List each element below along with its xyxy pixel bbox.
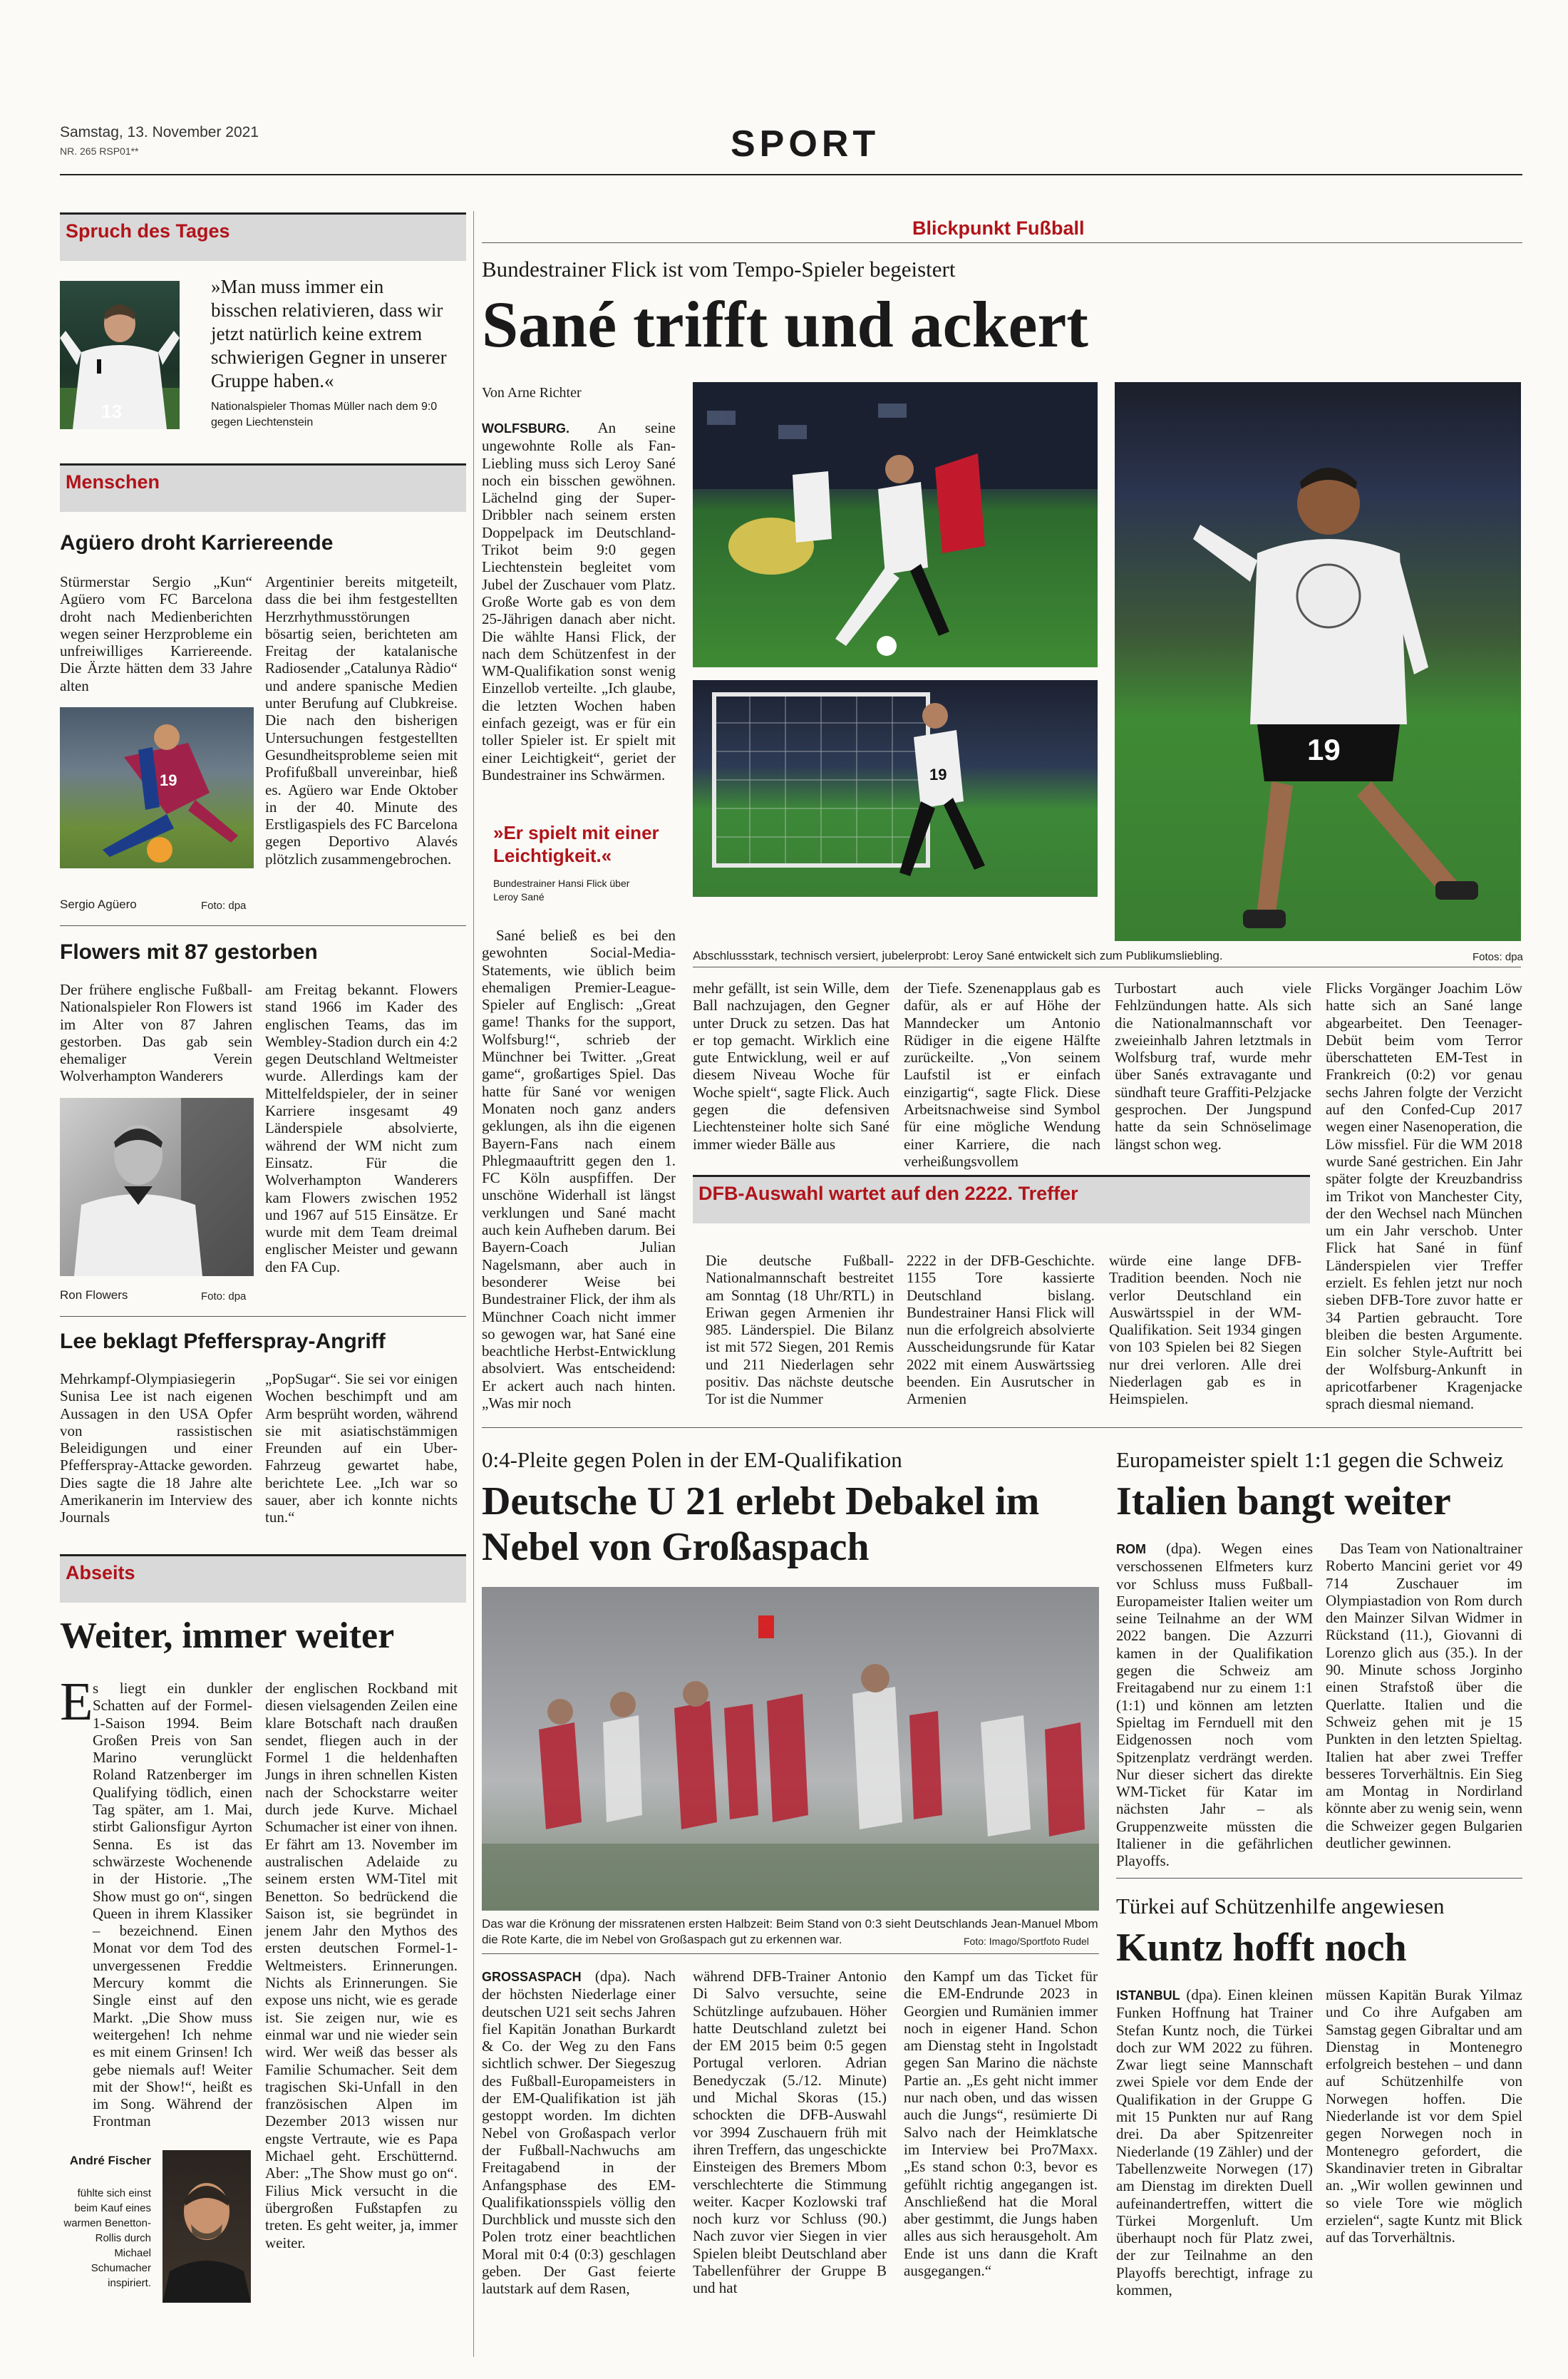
tuerkei-col1-text: (dpa). Einen kleinen Funken Hoffnung hat Trainer Stefan Kuntz noch, die Türkei doch zur WM 2022 zu führen. Zwar liegt seine Mannschaft zwei Spiele vor dem Ende der Qualifikation in der Gruppe G mit 15 Punkten nur auf Rang drei. Da aber Spitzenreiter Niederlande (19 Zähler) und der Tabellenzweite Norwegen (17) am Dienstag im direkten Duell aufeinandertreffen, wittert die Türkei Morgenluft. Um überhaupt noch für Platz zwei, der zur Teilnahme an den Playoffs berechtigt, infrage zu kommen, xyxy=(1116,1986,1313,2299)
lee-col1 xyxy=(60,1370,252,1533)
sane-pullquote-source: Bundestrainer Hansi Flick über Leroy Sané xyxy=(493,878,630,903)
rule-u21-photo xyxy=(482,1953,1099,1954)
sane-col1-text: Sané beließ es bei den gewohnten Social-Media-Statements, wie üblich beim ehemaligen Premier-League-Spieler auf Englisch: „Great game! Thanks for the support, Wolfsburg!“, schrieb der Münchner bei Twitter. „Great game“, großartiges Spiel. Das hatte für Sané vor wenigen Monaten noch ganz anders geklungen, als ihn die eigenen Bayern-Fans nach einem Phlegmaauftritt gegen den 1. FC Köln auspfiffen. Der unschöne Widerhall ist längst verklungen und Sané macht auch kein Aufheben darum. Bei Bayern-Coach Julian Nagelsmann, aber auch in besonderer Weise bei Bundestrainer Flick, der ihm als Münchner Coach nicht immer so gewogen war, hat Sané eine beachtliche Herbst-Entwicklung absolviert. Was entscheidend: Er ackert auch nach hinten. „Was mir noch xyxy=(482,927,676,1412)
sane-caption: Abschlussstark, technisch versiert, jubelerprobt: Leroy Sané entwickelt sich zum Publikumsliebling. xyxy=(693,949,1223,962)
dfb-col3 xyxy=(1109,1252,1301,1414)
lee-col2 xyxy=(265,1370,458,1533)
sane-title: Sané trifft und ackert xyxy=(482,288,1088,361)
spruch-label: Spruch des Tages xyxy=(60,212,466,261)
dfb-col3-text: würde eine lange DFB-Tradition beenden. Noch nie verlor Deutschland ein Auswärtsspiel in der WM-Qualifikation. Seit 1934 gingen von 103 Spielen bei 82 Siegen nur drei verloren. Alle drei Niederlagen gab es in Heimspielen. xyxy=(1109,1252,1301,1408)
mueller-photo xyxy=(60,281,180,429)
tuerkei-col1 xyxy=(1116,1986,1313,2348)
italien-col1-text: (dpa). Wegen eines verschossenen Elfmeters kurz vor Schluss muss Fußball-Europameister Italien weiter um seine Teilnahme an der WM 2022 bangen. Die Azzurri kamen in der Qualifikation gegen die Schweiz am Freitagabend nur zu einem 1:1 (1:1) und können am letzten Spieltag im Fernduell mit den Eidgenossen noch vom Spitzenplatz verdrängt werden. Nur dieser sichert das direkte WM-Ticket für Katar im nächsten Jahr – als Gruppenzweite müssten die Italiener in die gefährlichen Playoffs. xyxy=(1116,1540,1314,1870)
spruch-quote: »Man muss immer ein bisschen relativieren, dass wir jetzt natürlich keine extrem schwierigen Gegner in unserer Gruppe haben.« xyxy=(211,276,447,391)
spruch-source: Nationalspieler Thomas Müller nach dem 9:0 gegen Liechtenstein xyxy=(211,401,438,428)
u21-col1-text: (dpa). Nach der höchsten Niederlage einer deutschen U21 seit sechs Jahren fiel Kapitän Jonathan Burkardt & Co. der Weg zu den Fans sichtlich schwer. Der Siegeszug des Fußball-Europameisters in der EM-Qualifikation ist jäh gestoppt worden. Im dichten Nebel von Großaspach verlor der Fußball-Nachwuchs am Freitagabend in der Anfangsphase des EM-Qualifikationsspiels völlig den Durchblick und musste sich den Polen trotz einer beachtlichen Moral mit 0:4 (0:3) geschlagen geben. Der Gast feierte lautstark auf dem Rasen, xyxy=(482,1968,676,2298)
tuerkei-col2-text: müssen Kapitän Burak Yilmaz und Co ihre Aufgaben am Samstag gegen Gibraltar und am Dienstag in Montenegro erfolgreich bestehen – und dann auf Schützenhilfe von Norwegen hoffen. Die Niederlande ist vor dem Spiel gegen Norwegen noch in Montenegro gefordert, die Skandinavier treten in Gibraltar an. „Wir wollen gewinnen und so viele Tore wie möglich erzielen“, sagte Kuntz mit Blick auf das Torverhältnis. xyxy=(1326,1986,1522,2246)
lee-col2-text: „PopSugar“. Sie sei vor einigen Wochen beschimpft und am Arm besprüht worden, während sie mit asiatischstämmigen Freunden auf ein Uber-Fahrzeug gewartet habe, berichtete Lee. „Ich war so sauer, aber ich konnte nichts tun.“ xyxy=(265,1370,458,1526)
left-column-divider xyxy=(473,211,474,2357)
sane-col3 xyxy=(904,980,1100,1170)
sane-dateline: WOLFSBURG. xyxy=(482,421,569,436)
tuerkei-col2 xyxy=(1326,1986,1522,2348)
u21-title: Deutsche U 21 erlebt Debakel im Nebel von Großaspach xyxy=(482,1479,1040,1569)
sane-col2-text: mehr gefällt, ist sein Wille, dem Ball nachzujagen, den Gegner unter Druck zu setzen. Das hat er top gemacht. Wirklich eine gute Entwicklung, weil er auf diesem Niveau Woche für Woche spielt“, sagte Flick. Auch gegen die defensiven Liechtensteiner holte sich Sané immer wieder Bälle aus xyxy=(693,980,889,1153)
header-issue: NR. 265 RSP01** xyxy=(60,145,139,157)
dfb-col1-text: Die deutsche Fußball-Nationalmannschaft bestreitet am Sonntag (18 Uhr/RTL) in Eriwan gegen Armenien ihr 985. Länderspiel. Die Bilanz ist mit 572 Siegen, 201 Remis und 211 Niederlagen sehr positiv. Das nächste deutsche Tor ist die Nummer xyxy=(706,1252,894,1408)
sane-col5-text: Flicks Vorgänger Joachim Löw hatte sich an Sané lange abgearbeitet. Den Teenager-Debüt beim vom Terror überschatteten EM-Test in Frankreich (0:2) vor genau sechs Jahren folgte der Verzicht auf den Confed-Cup 2017 wegen einer Nasenoperation, die Löw missfiel. Für die WM 2018 wurde Sané gestrichen. Ein Jahr später folgte der Kreuzbandriss im Trikot von Manchester City, der den Wechsel nach München um ein Jahr verschob. Unter Flick hat Sané in fünf Länderspielen vier Treffer erzielt. Es fehlen jetzt nur noch sieben DFB-Tore zuvor hatte er 34 Partien gebraucht. Tore bleiben die besten Argumente. Ein solcher Style-Auftritt bei der Wolfsburg-Ankunft in apricotfarbener Kragenjacke sprach diesmal niemand. xyxy=(1326,980,1522,1413)
section-title: SPORT xyxy=(731,123,880,165)
flowers-col2 xyxy=(265,981,458,1306)
sane-jersey-big: 19 xyxy=(1307,733,1341,766)
dfb-col2 xyxy=(907,1252,1095,1414)
u21-caption: Das war die Krönung der missratenen ersten Halbzeit: Beim Stand von 0:3 sieht Deutschlands Jean-Manuel Mbom die Rote Karte, die im Nebel von Großaspach gut zu erkennen war. xyxy=(482,1917,1098,1946)
sane-jersey-small: 19 xyxy=(929,766,947,783)
sane-col4 xyxy=(1115,980,1311,1151)
menschen-label: Menschen xyxy=(60,463,466,512)
flowers-col1-text: Der frühere englische Fußball-Nationalspieler Ron Flowers ist im Alter von 87 Jahren gestorben. Das gab sein ehemaliger Verein Wolverhampton Wanderers xyxy=(60,981,252,1085)
italien-col2 xyxy=(1326,1540,1522,1868)
flowers-col2-text: am Freitag bekannt. Flowers stand 1966 im Kader des englischen Teams, das im Wembley-Stadion durch ein 4:2 gegen Deutschland Weltmeister wurde. Allerdings kam der Mittelfeldspieler, der in seiner Karriere insgesamt 49 Länderspiele absolvierte, während der WM nicht zum Einsatz. Für die Wolverhampton Wanderers kam Flowers zwischen 1952 und 1967 auf 515 Einsätze. Er wurde mit dem Team dreimal englischer Meister und gewann den FA Cup. xyxy=(265,981,458,1275)
abseits-label: Abseits xyxy=(60,1554,466,1603)
aguero-col1 xyxy=(60,573,252,703)
lee-title: Lee beklagt Pfefferspray-Angriff xyxy=(60,1330,386,1353)
tuerkei-title: Kuntz hofft noch xyxy=(1116,1926,1407,1970)
u21-col1 xyxy=(482,1968,676,2347)
u21-col2 xyxy=(693,1968,887,2347)
sane-photo-bottom xyxy=(693,680,1098,897)
dfb-box-title: DFB-Auswahl wartet auf den 2222. Treffer xyxy=(693,1175,1310,1223)
abseits-author: André Fischer xyxy=(69,2154,151,2167)
dfb-col2-text: 2222 in der DFB-Geschichte. 1155 Tore kassierte Deutschland bislang. Bundestrainer Hansi Flick will nun die erfolgreich absolvierte Ausscheidungsrunde für Katar 2022 mit einem Auswärtssieg beenden. Ein Ausrutscher in Armenien xyxy=(907,1252,1095,1408)
abseits-col2 xyxy=(265,1680,458,2353)
abseits-col1-text: s liegt ein dunkler Schatten auf der Formel-1-Saison 1994. Beim Großen Preis von San Marino verunglückt Roland Ratzenberger im Qualifying tödlich, einen Tag später, am 1. Mai, stirbt Galionsfigur Ayrton Senna. Es ist das schwärzeste Wochenende in der Historie. „The Show must go on“, singen Queen in ihrem Klassiker – bezeichnend. Einen Monat vor dem Tod des unvergessenen Freddie Mercury kommt die Single einst auf den Markt. „Die Show muss weitergehen! Ich nehme es mit einem Grinsen! Ich gebe niemals auf! Weiter mit der Show!“, heißt es im Song. Während der Frontman xyxy=(93,1680,252,2130)
sane-col5 xyxy=(1326,980,1522,1416)
u21-kicker: 0:4-Pleite gegen Polen in der EM-Qualifikation xyxy=(482,1447,902,1472)
sane-pullquote: »Er spielt mit einer Leichtigkeit.« xyxy=(493,822,659,866)
italien-kicker: Europameister spielt 1:1 gegen die Schweiz xyxy=(1116,1447,1504,1472)
sane-byline: Von Arne Richter xyxy=(482,385,582,401)
u21-col3-text: den Kampf um das Ticket für die EM-Endrunde 2023 in Georgien und Rumänien immer noch in eigener Hand. Schon am Dienstag steht in Ingolstadt gegen San Marino die nächste Partie an. „Es geht nicht immer nur nach oben, und das wissen auch die Jungs“, resümierte Di Salvo nach der Heimklatsche im Interview bei Pro7Maxx. „Es stand schon 0:3, bevor es gefühlt richtig angegangen ist. Anschließend hat die Moral aber gestimmt, die Jungs haben alles aus sich herausgeholt. Am Ende ist uns dann die Kraft ausgegangen.“ xyxy=(904,1968,1098,2280)
tuerkei-dateline: ISTANBUL xyxy=(1116,1988,1180,2003)
u21-photo xyxy=(482,1587,1099,1911)
sane-col3-text: der Tiefe. Szenenapplaus gab es dafür, als er auf Höhe der Manndecker um Antonio Rüdiger in die eigene Hälfte zurückeilte. „Von seinem Laufstil ist er einfach einzigartig“, sagte Flick. Diese Arbeitsnachweise sind Symbol für eine mögliche Wendung einer Karriere, die nach verheißungsvollem xyxy=(904,980,1100,1170)
flowers-credit: Foto: dpa xyxy=(201,1290,247,1302)
sane-photo-main xyxy=(1115,382,1521,941)
aguero-caption: Sergio Agüero xyxy=(60,898,137,911)
sane-photo-top xyxy=(693,382,1098,667)
abseits-col2-text: der englischen Rockband mit diesen vielsagenden Zeilen eine klare Botschaft nach draußen sendet, fliegen auch in der Formel 1 die heldenhaften Jungs in ihren schnellen Kisten nach der Schockstarre weiter durch jede Kurve. Michael Schumacher ist einer von ihnen. Er fährt am 13. November im australischen Adelaide zu seinem ersten WM-Titel mit Benetton. So bedrückend die Saison ist, sie begründet in jenem Jahr den Mythos des ersten deutschen Formel-1-Weltmeisters. Erinnerungen. Nichts als Erinnerungen. Sie expose uns nicht, wie es gerade ist. Sie zeigen nur, wie es einmal war und nie wieder sein wird. Wer weiß das besser als Familie Schumacher. Seit dem tragischen Ski-Unfall in den französischen Alpen im Dezember 2013 wissen nur engste Vertraute, wie es Papa Michael geht. Erschütternd. Aber: „The Show must go on“. Filius Mick versucht in die übergroßen Fußstapfen zu treten. Es geht weiter, ja, immer weiter. xyxy=(265,1680,458,2251)
rule-flowers xyxy=(60,1316,466,1317)
rule-blickpunkt xyxy=(482,242,1522,243)
sane-lead-text: An seine ungewohnte Rolle als Fan-Liebling muss sich Leroy Sané noch ein bisschen gewöhnen. Lächelnd ging der Super-Dribbler nach seinem ersten Doppelpack im Deutschland-Trikot beim 9:0 gegen Liechtenstein begleitet vom Jubel der Zuschauer vom Platz. Große Worte gab es von dem 25-Jährigen danach aber nicht. Die wählte Hansi Flick, der nach dem Schützenfest in der WM-Qualifikation sonst wenig Einzellob verteilte. „Ich glaube, die letzten Wochen haben einfach gezeigt, was er für ein toller Spieler ist. Er spielt mit einer Leichtigkeit“, geriet der Bundestrainer ins Schwärmen. xyxy=(482,419,676,783)
aguero-col2-text: Argentinier bereits mitgeteilt, dass die bei ihm festgestellten Herzrhythmusstörungen bösartig seien, berichteten am Freitag der katalanische Radiosender „Catalunya Ràdio“ und andere spanische Medien unter Berufung auf Clubkreise. Die nach den bisherigen Untersuchungen festgestellten Gesundheitsprobleme seien mit Profifußball unvereinbar, hieß es. Agüero war Ende Oktober in der 40. Minute des Erstligaspiels des FC Barcelona gegen Deportivo Alavés plötzlich zusammengebrochen. xyxy=(265,573,458,868)
sane-lead xyxy=(482,419,676,818)
sane-credit: Fotos: dpa xyxy=(1472,951,1523,963)
italien-title: Italien bangt weiter xyxy=(1116,1479,1451,1524)
sane-col1 xyxy=(482,927,676,1414)
mueller-jersey: 13 xyxy=(101,401,122,422)
fischer-photo xyxy=(163,2150,251,2303)
italien-col1 xyxy=(1116,1540,1313,1868)
rule-italien xyxy=(1116,1878,1522,1879)
dfb-col1 xyxy=(706,1252,894,1414)
u21-col3 xyxy=(904,1968,1098,2347)
rule-dfb xyxy=(482,1427,1522,1428)
abseits-dropcap: E xyxy=(60,1672,93,1732)
aguero-title: Agüero droht Karriereende xyxy=(60,531,334,555)
abseits-title: Weiter, immer weiter xyxy=(60,1615,395,1656)
flowers-col1 xyxy=(60,981,252,1088)
aguero-col1-text: Stürmerstar Sergio „Kun“ Agüero vom FC Barcelona droht nach Medienberichten wegen seiner Herzprobleme ein unfreiwilliges Karriereende. Die Ärzte hätten dem 33 Jahre alten xyxy=(60,573,252,694)
sane-col2 xyxy=(693,980,889,1151)
aguero-col2 xyxy=(265,573,458,915)
sane-col4-text: Turbostart auch viele Fehlzündungen hatte. Als sich die Nationalmannschaft vor zweieinhalb Jahren letztmals in Wolfsburg traf, wurde mehr über Sanés extravagante und sündhaft teure Graffiti-Pelzjacke gesprochen. Der Jungspund hatte da sein Schnöselimage längst schon weg. xyxy=(1115,980,1311,1153)
flowers-caption: Ron Flowers xyxy=(60,1288,128,1302)
u21-dateline: GROSSASPACH xyxy=(482,1970,582,1984)
aguero-photo xyxy=(60,707,254,868)
flowers-photo xyxy=(60,1098,254,1276)
header-rule xyxy=(60,174,1522,175)
abseits-col1 xyxy=(60,1680,252,2136)
italien-col2-text: Das Team von Nationaltrainer Roberto Mancini geriet vor 49 714 Zuschauer im Olympiastadion von Rom durch den Mainzer Silvan Widmer in Rückstand (11.), Giovanni di Lorenzo glich aus (35.). In der 90. Minute schoss Jorginho einen Strafstoß über die Querlatte. Italien und die Schweiz gehen mit je 15 Punkten in den letzten Spieltag. Italien hat aber zwei Treffer besseres Torverhältnis. Ein Sieg am Montag in Nordirland könnte aber zu wenig sein, wenn die Schweizer gegen Bulgarien deutlicher gewinnen. xyxy=(1326,1540,1522,1852)
italien-dateline: ROM xyxy=(1116,1542,1146,1556)
u21-credit: Foto: Imago/Sportfoto Rudel xyxy=(964,1936,1089,1947)
blickpunkt-label: Blickpunkt Fußball xyxy=(912,217,1085,239)
aguero-jersey: 19 xyxy=(160,771,177,789)
lee-col1-text: Mehrkampf-Olympiasiegerin Sunisa Lee ist nach eigenen Aussagen in den USA Opfer von rassistischen Beleidigungen und einer Pfefferspray-Attacke geworden. Dies sagte die 18 Jahre alte Amerikanerin im Interview des Journals xyxy=(60,1370,252,1526)
tuerkei-kicker: Türkei auf Schützenhilfe angewiesen xyxy=(1116,1894,1445,1918)
aguero-credit: Foto: dpa xyxy=(201,900,247,912)
rule-aguero xyxy=(60,925,466,926)
flowers-title: Flowers mit 87 gestorben xyxy=(60,940,318,964)
sane-kicker: Bundestrainer Flick ist vom Tempo-Spieler begeistert xyxy=(482,257,956,282)
u21-col2-text: während DFB-Trainer Antonio Di Salvo versuchte, seine Schützlinge aufzubauen. Höher hatte Deutschland zuletzt bei der EM 2015 beim 0:5 gegen Portugal verloren. Adrian Benedyczak (5./12. Minute) und Michal Skoras (15.) schockten die DFB-Auswahl vor 3994 Zuschauern früh mit ihren Treffern, das ungeschickte Einsteigen des Bremers Mbom verschlechterte die Stimmung weiter. Kacper Kozlowski traf noch kurz vor Schluss (90.) Nach zuvor vier Siegen in vier Spielen bleibt Deutschland aber Tabellenführer der Gruppe B und hat xyxy=(693,1968,887,2297)
abseits-author-note: fühlte sich einst beim Kauf eines warmen Benetton-Rollis durch Michael Schumacher inspiriert. xyxy=(63,2187,151,2289)
header-date: Samstag, 13. November 2021 xyxy=(60,124,259,140)
